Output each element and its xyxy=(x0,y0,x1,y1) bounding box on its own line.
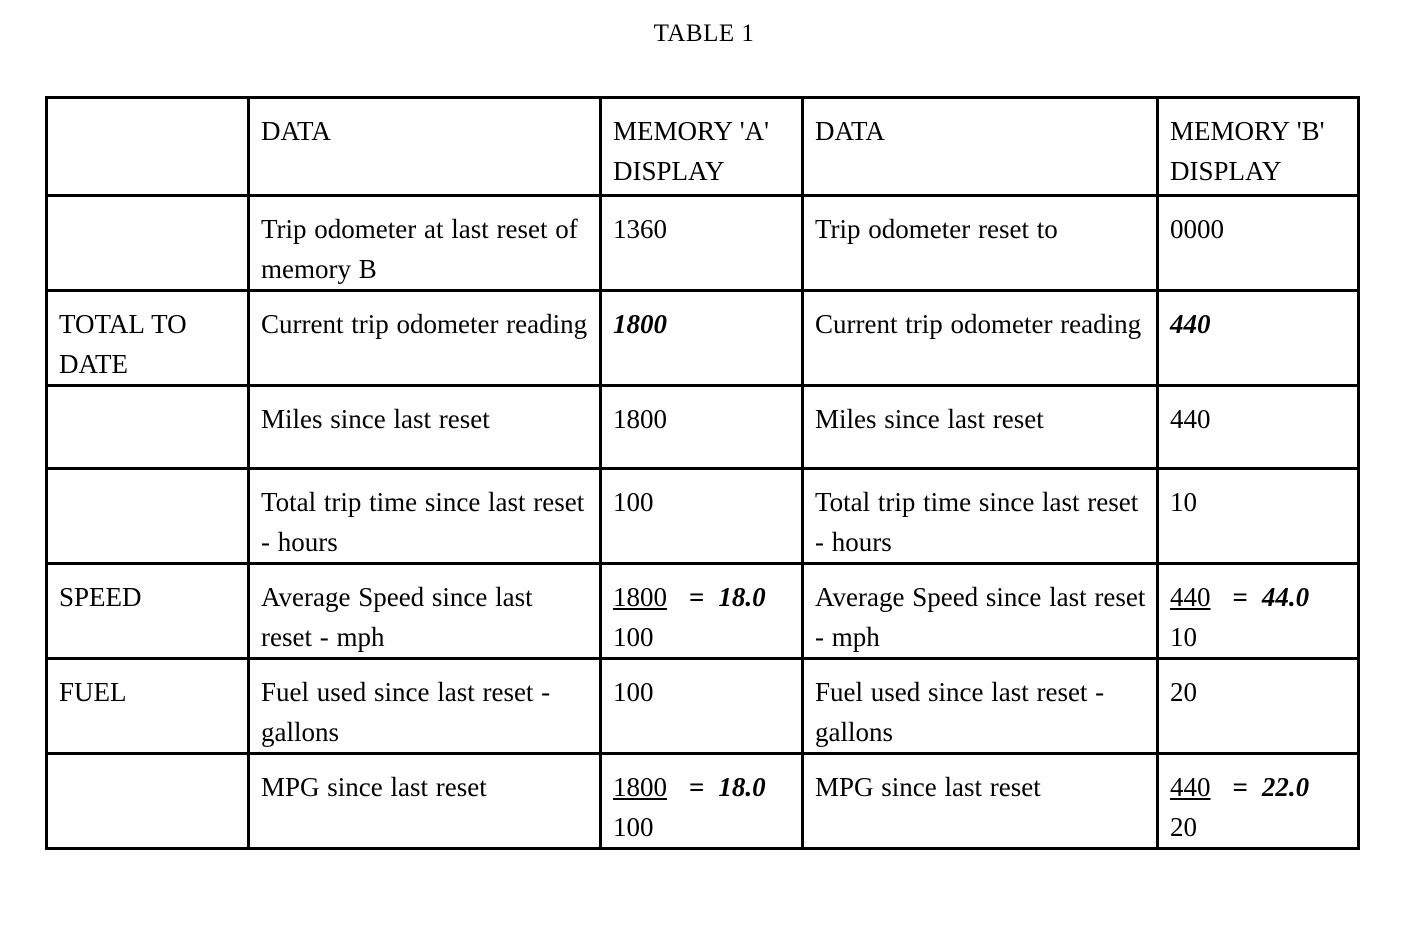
header-cell-label xyxy=(47,98,249,196)
data-a-cell: Total trip time since last reset - hours xyxy=(249,469,601,564)
data-b-cell: Total trip time since last reset - hours xyxy=(803,469,1158,564)
row-label: TOTAL TO DATE xyxy=(47,291,249,386)
row-label: FUEL xyxy=(47,659,249,754)
data-a-cell: Miles since last reset xyxy=(249,386,601,469)
header-cell-memory-a: MEMORY 'A' DISPLAY xyxy=(601,98,803,196)
memory-b-cell: 440 xyxy=(1158,386,1359,469)
equals-sign: = xyxy=(689,582,705,612)
table-row xyxy=(47,659,1359,754)
fraction-result: 18.0 xyxy=(718,582,766,612)
fraction-result: 44.0 xyxy=(1261,582,1310,612)
memory-a-cell xyxy=(601,291,803,386)
row-label xyxy=(47,386,249,469)
memory-b-cell: 10 xyxy=(1158,469,1359,564)
memory-b-cell xyxy=(1158,754,1359,849)
memory-b-cell: 20 xyxy=(1158,659,1359,754)
memory-a-cell: 1360 xyxy=(601,196,803,291)
table-row xyxy=(47,469,1359,564)
fraction-numerator: 1800 xyxy=(613,582,667,612)
data-b-cell: Trip odometer reset to xyxy=(803,196,1158,291)
data-a-cell: Average Speed since last reset - mph xyxy=(249,564,601,659)
data-b-cell: Fuel used since last reset - gallons xyxy=(803,659,1158,754)
fraction-denominator: 10 xyxy=(1170,622,1197,652)
table-caption: TABLE 1 xyxy=(653,20,755,47)
row-label xyxy=(47,196,249,291)
fraction-line xyxy=(1170,767,1347,807)
equals-sign: = xyxy=(689,772,705,802)
data-a-cell: Current trip odometer reading xyxy=(249,291,601,386)
data-b-cell: Average Speed since last reset - mph xyxy=(803,564,1158,659)
memory-a-cell: 100 xyxy=(601,659,803,754)
equals-sign: = xyxy=(1232,582,1248,612)
table-row xyxy=(47,386,1359,469)
fraction-line xyxy=(613,767,791,807)
memory-b-cell: 0000 xyxy=(1158,196,1359,291)
fraction-result: 18.0 xyxy=(718,772,766,802)
table-row xyxy=(47,564,1359,659)
row-label xyxy=(47,469,249,564)
table-row xyxy=(47,196,1359,291)
data-b-cell: Current trip odometer reading xyxy=(803,291,1158,386)
data-table xyxy=(45,96,1360,850)
memory-a-value: 1800 xyxy=(613,309,667,339)
header-cell-data-a: DATA xyxy=(249,98,601,196)
fraction-line xyxy=(613,577,791,617)
fraction-numerator: 440 xyxy=(1170,582,1211,612)
fraction-denominator: 100 xyxy=(613,622,654,652)
memory-a-cell xyxy=(601,754,803,849)
memory-b-cell xyxy=(1158,564,1359,659)
table-header-row xyxy=(47,98,1359,196)
fraction-numerator: 1800 xyxy=(613,772,667,802)
memory-a-cell: 1800 xyxy=(601,386,803,469)
header-cell-data-b: DATA xyxy=(803,98,1158,196)
memory-a-cell: 100 xyxy=(601,469,803,564)
fraction-numerator: 440 xyxy=(1170,772,1211,802)
fraction-result: 22.0 xyxy=(1261,772,1310,802)
data-a-cell: Trip odometer at last reset of memory B xyxy=(249,196,601,291)
data-a-cell: Fuel used since last reset - gallons xyxy=(249,659,601,754)
memory-a-cell xyxy=(601,564,803,659)
fraction-line xyxy=(1170,577,1347,617)
row-label: SPEED xyxy=(47,564,249,659)
table-row xyxy=(47,291,1359,386)
table-row xyxy=(47,754,1359,849)
row-label xyxy=(47,754,249,849)
fraction-denominator: 100 xyxy=(613,812,654,842)
fraction-denominator: 20 xyxy=(1170,812,1197,842)
memory-b-cell xyxy=(1158,291,1359,386)
memory-b-value: 440 xyxy=(1170,309,1211,339)
equals-sign: = xyxy=(1232,772,1248,802)
header-cell-memory-b: MEMORY 'B' DISPLAY xyxy=(1158,98,1359,196)
data-b-cell: MPG since last reset xyxy=(803,754,1158,849)
data-a-cell: MPG since last reset xyxy=(249,754,601,849)
data-b-cell: Miles since last reset xyxy=(803,386,1158,469)
